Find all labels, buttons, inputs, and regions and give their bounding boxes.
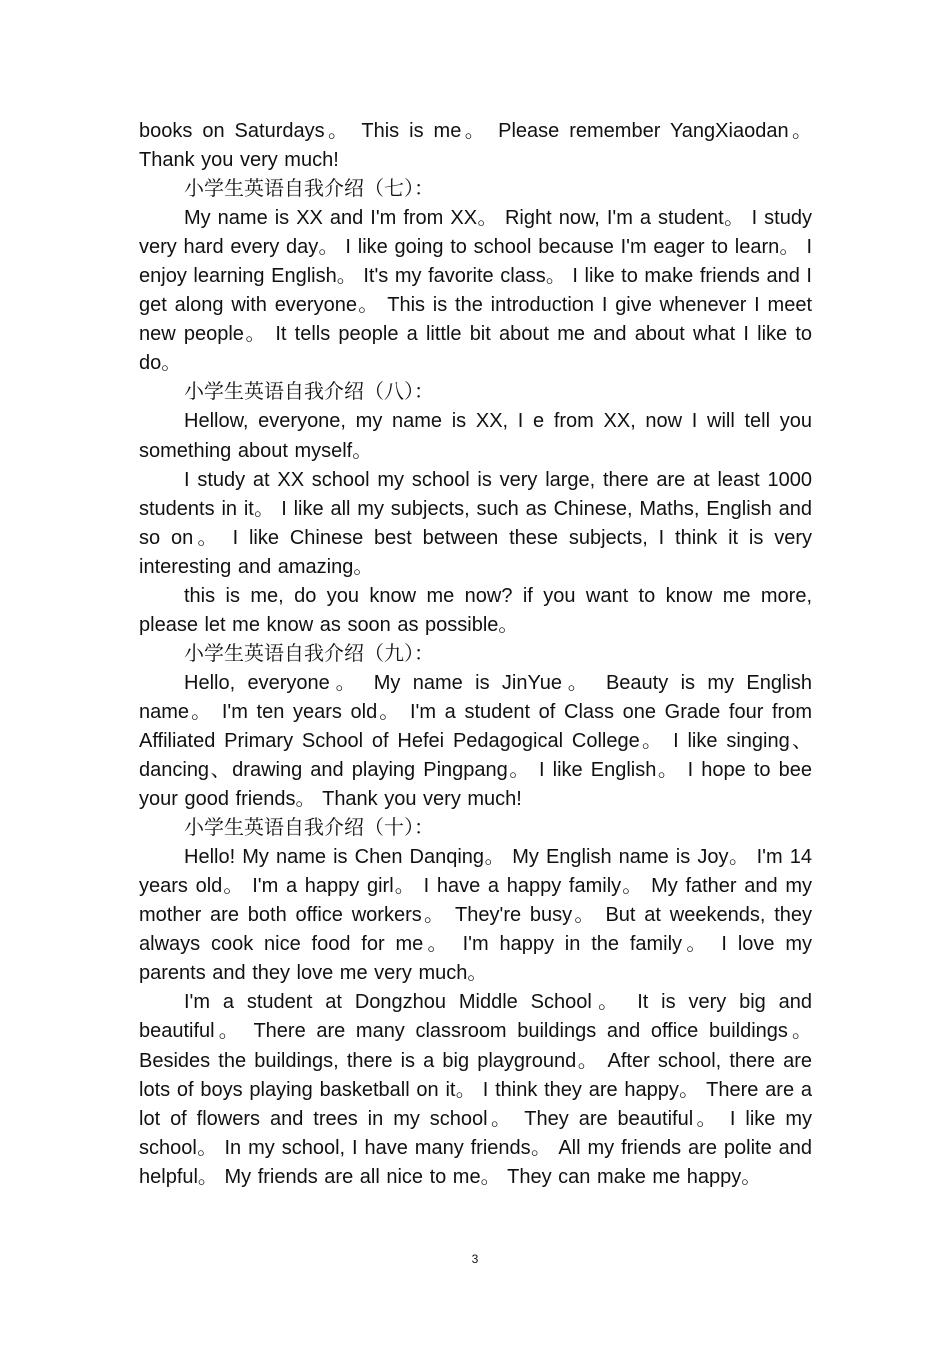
paragraph: I study at XX school my school is very large, there are at least 1000 students in it。 I like all my subjects, such as Chinese, Maths, English and so on。 I like Chinese best between these subjects, I think it is very interesting and amazing。 (139, 468, 812, 578)
section-heading: 小学生英语自我介绍（十）： (184, 817, 434, 840)
body-text (139, 117, 812, 1192)
paragraph: Hellow, everyone, my name is XX, I e from XX, now I will tell you something about myself。 (139, 410, 812, 462)
paragraph: Hello, everyone。 My name is JinYue。 Beauty is my English name。 I'm ten years old。 I'm a student of Class one Grade four from Affiliated Primary School of Hefei Pedagogical College。 I like singing、dancing、drawing and playing Pingpang。 I like English。 I hope to bee your good friends。 Thank you very much! (139, 671, 812, 811)
paragraph: I'm a student at Dongzhou Middle School。 It is very big and beautiful。 There are many classroom buildings and office buildings。 Besides the buildings, there is a big playground。 After school, there are lots of boys playing basketball on it。 I think they are happy。 There are a lot of flowers and trees in my school。 They are beautiful。 I like my school。 In my school, I have many friends。 All my friends are polite and helpful。 My friends are all nice to me。 They can make me happy。 (139, 991, 812, 1188)
paragraph: books on Saturdays。 This is me。 Please remember YangXiaodan。 Thank you very much! (139, 120, 812, 172)
page-number: 3 (471, 1252, 479, 1266)
paragraph: this is me, do you know me now? if you want to know me more, please let me know as soon as possible。 (139, 584, 812, 636)
paragraph: My name is XX and I'm from XX。 Right now, I'm a student。 I study very hard every day。 I like going to school because I'm eager to learn。 I enjoy learning English。 It's my favorite class。 I like to make friends and I get along with everyone。 This is the introduction I give whenever I meet new people。 It tells people a little bit about me and about what I like to do。 (139, 207, 812, 375)
section-heading: 小学生英语自我介绍（九）： (184, 642, 434, 665)
section-heading: 小学生英语自我介绍（七）： (184, 178, 434, 201)
paragraph: Hello! My name is Chen Danqing。 My English name is Joy。 I'm 14 years old。 I'm a happy girl。 I have a happy family。 My father and my mother are both office workers。 They're busy。 But at weekends, they always cook nice food for me。 I'm happy in the family。 I love my parents and they love me very much。 (139, 846, 812, 985)
section-heading: 小学生英语自我介绍（八）： (184, 381, 434, 404)
